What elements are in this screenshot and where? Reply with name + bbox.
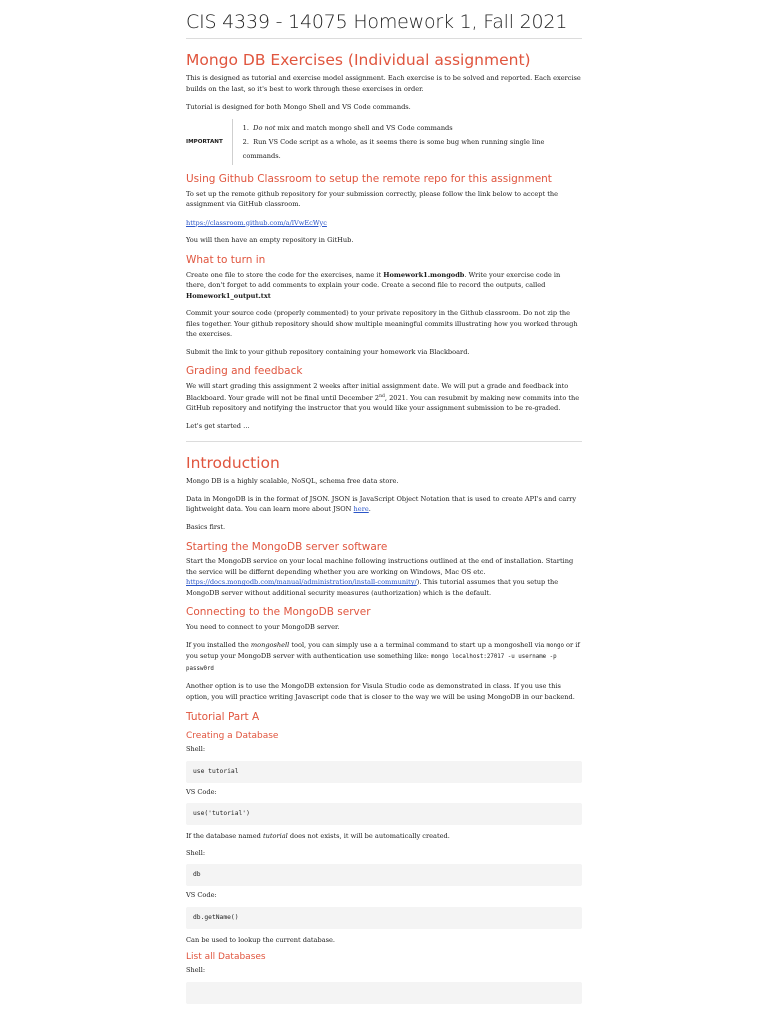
grading-heading: Grading and feedback <box>186 365 303 377</box>
grading-paragraph: We will start grading this assignment 2 weeks after initial assignment date. We will put a grade and feedback into Blackboard. Your grade will not be final until December 2nd, 2021. You can resubmit by making new commits into the GitHub repository and notifying the instructor that you would like your assignment submission to be re-graded. <box>186 382 580 413</box>
important-item: 1. Do not mix and match mongo shell and VS Code commands <box>242 123 453 132</box>
connecting-paragraph-2: If you installed the mongoshell tool, you can simply use a a terminal command to start up a mongoshell via mongo or if you setup your MongoDB server with authentication use something like: mongo localhost:27017 -u username -p passw0rd <box>186 640 580 672</box>
github-classroom-link[interactable]: https://classroom.github.com/a/lVwEcWyc <box>186 218 327 227</box>
list-databases-heading: List all Databases <box>186 952 266 963</box>
main-heading: Mongo DB Exercises (Individual assignment) <box>186 51 531 69</box>
code-block <box>186 982 582 1004</box>
creating-database-heading: Creating a Database <box>186 731 279 742</box>
tutorial-heading: Tutorial Part A <box>186 711 260 724</box>
intro-paragraph-2: Tutorial is designed for both Mongo Shell and VS Code commands. <box>186 103 411 111</box>
github-heading: Using Github Classroom to setup the remote repo for this assignment <box>186 172 552 185</box>
code-block: use tutorial <box>186 761 582 783</box>
introduction-paragraph-3: Basics first. <box>186 522 226 531</box>
code-block: use('tutorial') <box>186 803 582 825</box>
vscode-label: VS Code: <box>186 787 217 796</box>
shell-label: Shell: <box>186 745 206 754</box>
connecting-paragraph-3: Another option is to use the MongoDB extension for Visula Studio code as demonstrated in class. If you use this option, you will practice writing Javascript code that is closer to the way we will be using MongoDB in our backend. <box>186 682 575 701</box>
turnin-heading: What to turn in <box>186 253 266 266</box>
grading-paragraph-2: Let's get started … <box>186 421 250 430</box>
important-label: IMPORTANT <box>186 138 223 145</box>
section-divider <box>186 441 582 442</box>
introduction-paragraph-2: Data in MongoDB is in the format of JSON. JSON is JavaScript Object Notation that is used to create API's and carry lightweight data. You can learn more about JSON here. <box>186 494 577 514</box>
introduction-paragraph-1: Mongo DB is a highly scalable, NoSQL, schema free data store. <box>186 477 399 486</box>
inline-code: mongo <box>546 642 564 649</box>
code-block: db.getName() <box>186 907 582 929</box>
shell-label: Shell: <box>186 848 206 857</box>
intro-paragraph-1: This is designed as tutorial and exercise model assignment. Each exercise is to be solved and reported. Each exercise builds on the last, so it's best to work through these exercises in order. <box>186 74 581 93</box>
shell-label: Shell: <box>186 966 206 975</box>
database-note: If the database named tutorial does not exists, it will be automatically created. <box>186 832 450 841</box>
document-page <box>186 0 582 1004</box>
json-link[interactable]: here <box>353 505 369 514</box>
starting-paragraph: Start the MongoDB service on your local machine following instructions outlined at the end of installation. Starting the service will be differnt depending whether you are working on Windows, Mac OS etc. https://docs.mongodb.com/manual/administration/install-community/). This tutorial assumes that you setup the MongoDB server without additional security measures (authorization) which is the default. <box>186 557 574 597</box>
vscode-label: VS Code: <box>186 891 217 900</box>
code-block: db <box>186 864 582 886</box>
important-item: 2. Run VS Code script as a whole, as it seems there is some bug when running single line commands. <box>242 137 545 160</box>
important-list <box>232 119 582 165</box>
starting-heading: Starting the MongoDB server software <box>186 541 388 554</box>
introduction-heading: Introduction <box>186 454 280 473</box>
turnin-paragraph-1: Create one file to store the code for the exercises, name it Homework1.mongodb. Write your exercise code in there, don't forget to add comments to explain your code. Create a second file to record the outputs, called Homework1_output.txt <box>186 270 561 300</box>
connecting-paragraph-1: You need to connect to your MongoDB server. <box>186 623 340 632</box>
inline-code: mongo localhost:27017 -u username -p passw0rd <box>186 654 557 672</box>
important-callout <box>186 119 582 165</box>
document-title: CIS 4339 - 14075 Homework 1, Fall 2021 <box>186 10 582 39</box>
mongodb-install-link[interactable]: https://docs.mongodb.com/manual/administration/install-community/ <box>186 578 417 587</box>
turnin-paragraph-2: Commit your source code (properly commented) to your private repository in the Github classroom. Do not zip the files together. Your github repository should show multiple meaningful commits illustrating how you worked through the exercises. <box>186 309 578 338</box>
github-paragraph-2: You will then have an empty repository in GitHub. <box>186 236 354 244</box>
connecting-heading: Connecting to the MongoDB server <box>186 606 371 619</box>
github-paragraph: To set up the remote github repository for your submission correctly, please follow the link below to accept the assignment via GitHub classroom. <box>186 189 559 208</box>
current-database-note: Can be used to lookup the current database. <box>186 935 336 944</box>
turnin-paragraph-3: Submit the link to your github repository containing your homework via Blackboard. <box>186 347 470 356</box>
